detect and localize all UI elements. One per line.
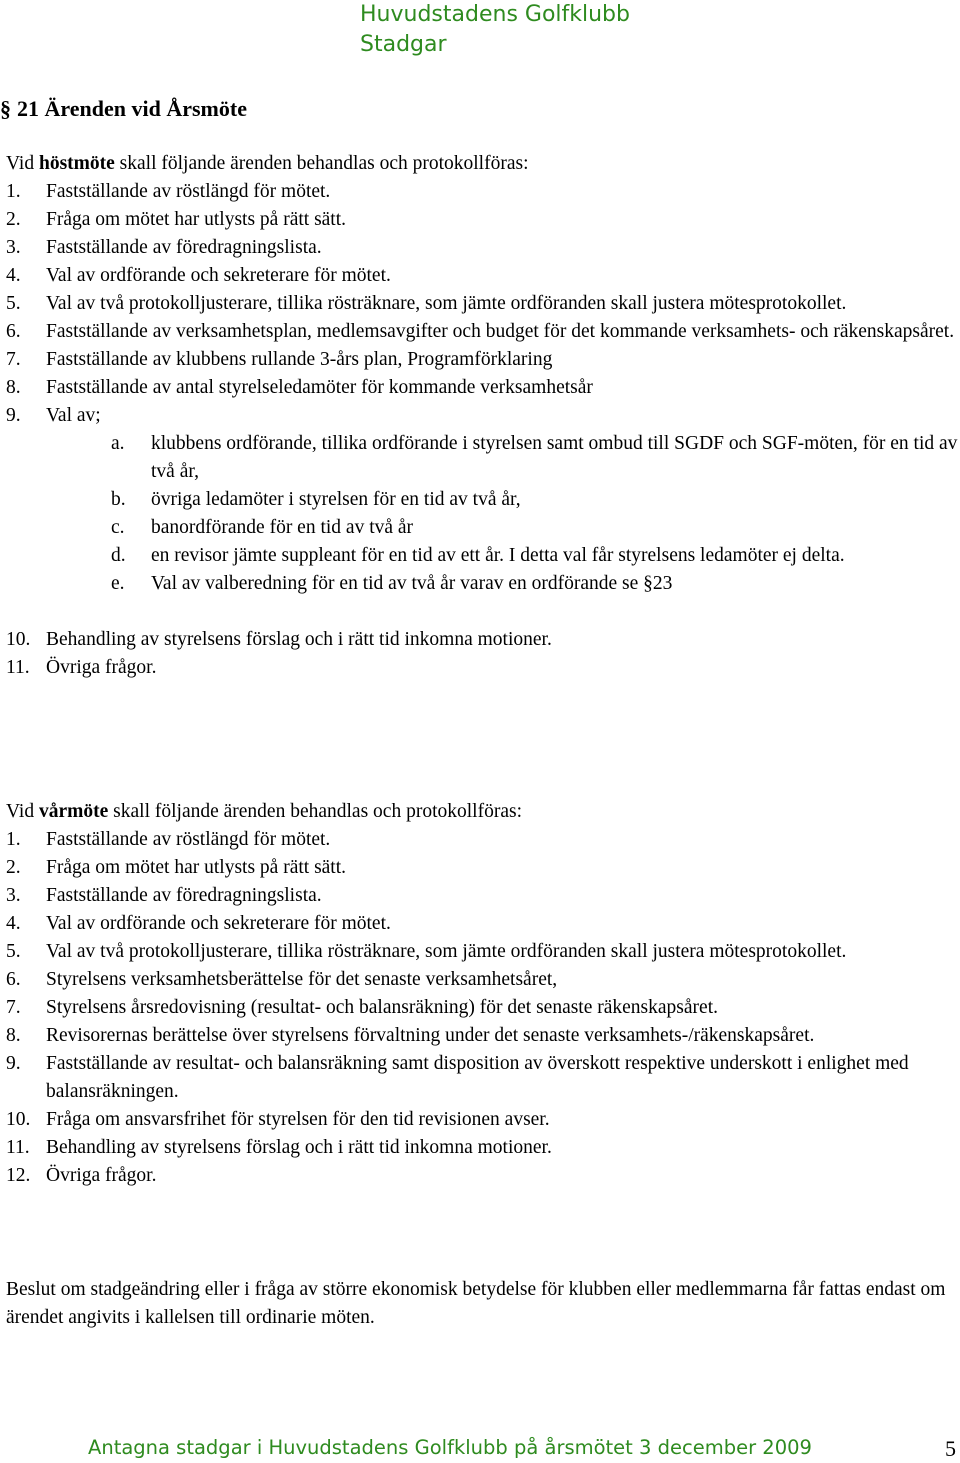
list-item: [6, 1022, 958, 1050]
item-number: 7.: [6, 349, 21, 370]
item-number: 5.: [6, 293, 21, 314]
item-text: Behandling av styrelsens förslag och i rätt tid inkomna motioner.: [46, 629, 552, 650]
list-item: [6, 654, 958, 682]
item-text: Övriga frågor.: [46, 657, 157, 678]
section-title: [0, 92, 247, 126]
list-item: [6, 882, 958, 910]
sub-list-item: [6, 514, 958, 542]
page-footer: Antagna stadgar i Huvudstadens Golfklubb på årsmötet 3 december 2009: [88, 1436, 812, 1459]
sub-list-item: [6, 486, 958, 514]
item-number: 8.: [6, 377, 21, 398]
list-item: [6, 402, 958, 430]
list-item: [6, 626, 958, 654]
list-item: [6, 938, 958, 966]
item-number: 2.: [6, 857, 21, 878]
list-item: [6, 262, 958, 290]
list-item: [6, 374, 958, 402]
item-text: Val av ordförande och sekreterare för mötet.: [46, 913, 391, 934]
item-text: Fastställande av antal styrelseledamöter för kommande verksamhetsår: [46, 377, 593, 398]
item-number: 7.: [6, 997, 21, 1018]
item-number: 2.: [6, 209, 21, 230]
item-text: Fastställande av föredragningslista.: [46, 885, 322, 906]
item-text: Val av två protokolljusterare, tillika rösträknare, som jämte ordföranden skall justera mötesprotokollet.: [46, 941, 847, 962]
item-text: Övriga frågor.: [46, 1165, 157, 1186]
item-text: Styrelsens verksamhetsberättelse för det senaste verksamhetsåret,: [46, 969, 558, 990]
sub-item-text: en revisor jämte suppleant för en tid av ett år. I detta val får styrelsens ledamöter ej delta.: [151, 545, 845, 566]
sub-item-text: Val av valberedning för en tid av två år varav en ordförande se §23: [151, 573, 673, 594]
item-number: 6.: [6, 969, 21, 990]
list-item: [6, 1106, 958, 1134]
list-item: [6, 178, 958, 206]
list-item: [6, 234, 958, 262]
sub-item-text: övriga ledamöter i styrelsen för en tid av två år,: [151, 489, 521, 510]
item-number: 12.: [6, 1165, 31, 1186]
item-number: 11.: [6, 657, 30, 678]
section-symbol: §: [0, 96, 11, 121]
list-item: [6, 966, 958, 994]
item-text: Fastställande av verksamhetsplan, medlemsavgifter och budget för det kommande verksamhets- och räkenskapsåret.: [46, 321, 955, 342]
sub-item-letter: b.: [111, 489, 126, 510]
page-number: 5: [945, 1436, 956, 1461]
item-number: 4.: [6, 265, 21, 286]
spacer: [6, 598, 958, 626]
list-item: [6, 826, 958, 854]
item-text: Fråga om mötet har utlysts på rätt sätt.: [46, 209, 347, 230]
spring-intro-bold: vårmöte: [38, 801, 109, 822]
list-item: [6, 994, 958, 1022]
sub-list-item: [6, 430, 958, 486]
item-text: Val av ordförande och sekreterare för mötet.: [46, 265, 391, 286]
list-item: [6, 1134, 958, 1162]
item-number: 3.: [6, 885, 21, 906]
item-number: 1.: [6, 829, 21, 850]
sub-list-item: [6, 542, 958, 570]
autumn-intro: [6, 150, 958, 178]
item-number: 8.: [6, 1025, 21, 1046]
item-number: 9.: [6, 405, 21, 426]
list-item: [6, 290, 958, 318]
item-number: 9.: [6, 1053, 21, 1074]
autumn-meeting-block: [6, 150, 958, 682]
sub-item-letter: c.: [111, 517, 125, 538]
item-text: Fråga om ansvarsfrihet för styrelsen för den tid revisionen avser.: [46, 1109, 550, 1130]
spring-intro: [6, 798, 958, 826]
autumn-intro-pre: Vid: [6, 153, 39, 174]
closing-paragraph: Beslut om stadgeändring eller i fråga av större ekonomisk betydelse för klubben eller medlemmarna får fattas endast om ärendet angivits i kallelsen till ordinarie möten.: [6, 1279, 946, 1328]
autumn-list: [6, 178, 958, 682]
sub-item-text: banordförande för en tid av två år: [151, 517, 414, 538]
item-number: 6.: [6, 321, 21, 342]
item-text: Behandling av styrelsens förslag och i rätt tid inkomna motioner.: [46, 1137, 552, 1158]
item-text: Fastställande av röstlängd för mötet.: [46, 829, 331, 850]
sub-item-letter: d.: [111, 545, 126, 566]
list-item: [6, 346, 958, 374]
spring-intro-pre: Vid: [6, 801, 39, 822]
page-header: [360, 0, 630, 60]
autumn-intro-post: skall följande ärenden behandlas och protokollföras:: [114, 153, 529, 174]
list-item: [6, 910, 958, 938]
header-club-name: Huvudstadens Golfklubb: [360, 2, 630, 27]
item-text: Fastställande av resultat- och balansräkning samt disposition av överskott respektive underskott i enlighet med balansräkningen.: [46, 1053, 909, 1102]
header-doc-name: Stadgar: [360, 32, 447, 57]
section-title-text: 21 Ärenden vid Årsmöte: [17, 96, 247, 121]
list-item: [6, 1050, 958, 1106]
item-text: Styrelsens årsredovisning (resultat- och balansräkning) för det senaste räkenskapsåret.: [46, 997, 718, 1018]
list-item: [6, 1162, 958, 1190]
item-text: Val av;: [46, 405, 101, 426]
item-number: 10.: [6, 1109, 31, 1130]
item-number: 3.: [6, 237, 21, 258]
sub-item-text: klubbens ordförande, tillika ordförande i styrelsen samt ombud till SGDF och SGF-möten, för en tid av två år,: [151, 433, 958, 482]
autumn-intro-bold: höstmöte: [38, 153, 115, 174]
sub-item-letter: e.: [111, 573, 125, 594]
item-text: Fastställande av klubbens rullande 3-års plan, Programförklaring: [46, 349, 553, 370]
item-text: Val av två protokolljusterare, tillika rösträknare, som jämte ordföranden skall justera mötesprotokollet.: [46, 293, 847, 314]
spring-intro-post: skall följande ärenden behandlas och protokollföras:: [108, 801, 522, 822]
list-item: [6, 318, 958, 346]
item-number: 10.: [6, 629, 31, 650]
item-number: 5.: [6, 941, 21, 962]
list-item: [6, 206, 958, 234]
item-number: 4.: [6, 913, 21, 934]
list-item: [6, 854, 958, 882]
item-number: 1.: [6, 181, 21, 202]
item-text: Revisorernas berättelse över styrelsens förvaltning under det senaste verksamhets-/räkenskapsåret.: [46, 1025, 815, 1046]
item-text: Fastställande av föredragningslista.: [46, 237, 322, 258]
sub-list-item: [6, 570, 958, 598]
item-number: 11.: [6, 1137, 30, 1158]
item-text: Fråga om mötet har utlysts på rätt sätt.: [46, 857, 347, 878]
item-text: Fastställande av röstlängd för mötet.: [46, 181, 331, 202]
spring-meeting-block: [6, 798, 958, 1190]
sub-item-letter: a.: [111, 433, 125, 454]
spring-list: [6, 826, 958, 1190]
